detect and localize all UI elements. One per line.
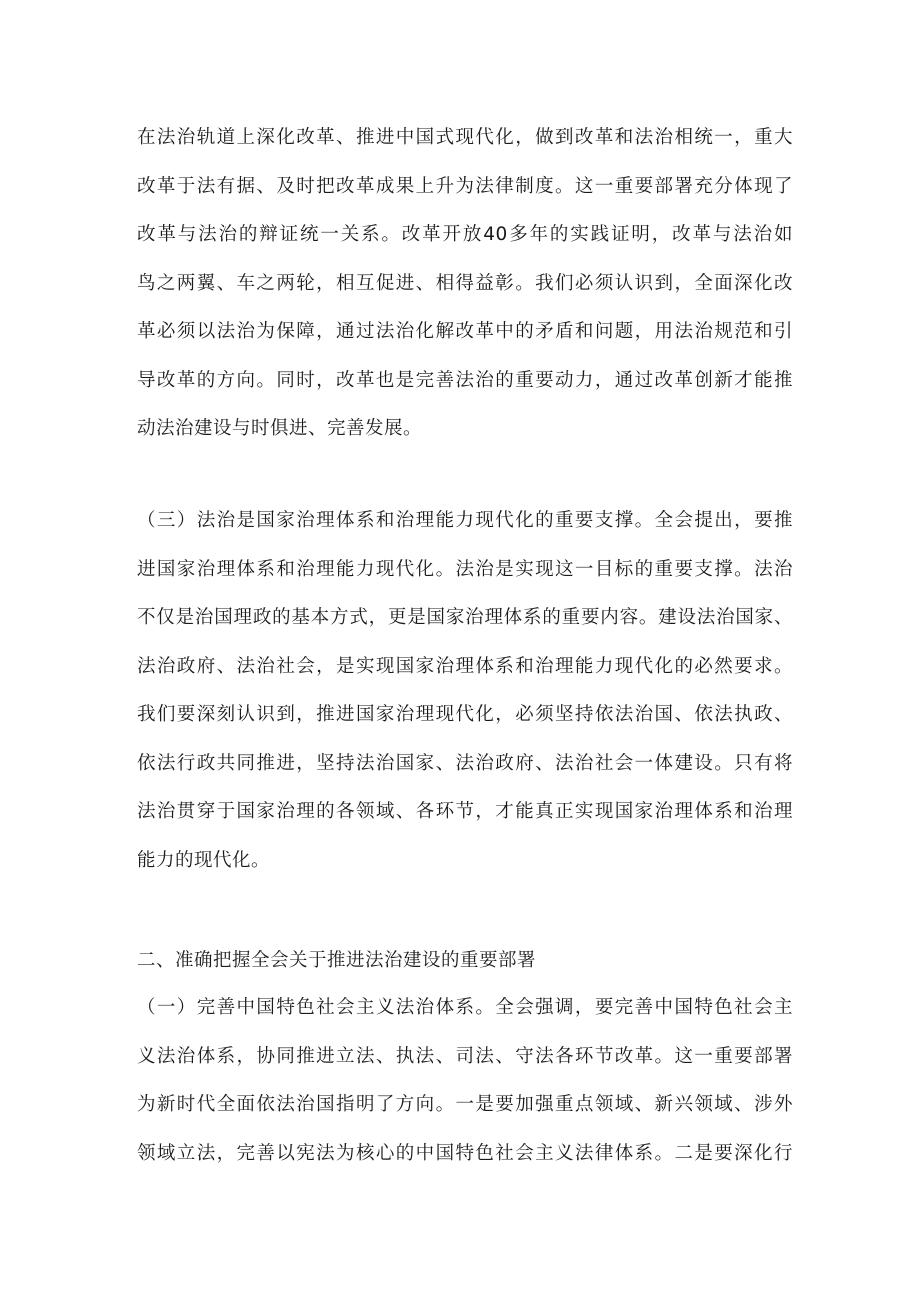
- text-line: 我们要深刻认识到，推进国家治理现代化，必须坚持依法治国、依法执政、: [137, 704, 793, 725]
- text-line: 依法行政共同推进，坚持法治国家、法治政府、法治社会一体建设。只有将: [137, 752, 793, 774]
- text-line: 革必须以法治为保障，通过法治化解改革中的矛盾和问题，用法治规范和引: [137, 321, 793, 342]
- text-line: （三）法治是国家治理体系和治理能力现代化的重要支撑。全会提出，要推: [137, 510, 793, 531]
- heading-line: 二、准确把握全会关于推进法治建设的重要部署: [137, 950, 537, 971]
- text-line: 鸟之两翼、车之两轮，相互促进、相得益彰。我们必须认识到，全面深化改: [137, 272, 793, 294]
- text-line: 改革于法有据、及时把改革成果上升为法律制度。这一重要部署充分体现了: [137, 175, 793, 197]
- text-line: 动法治建设与时俱进、完善发展。: [137, 418, 423, 439]
- paragraph-reform-and-rule-of-law: [137, 114, 793, 454]
- text-line: 义法治体系，协同推进立法、执法、司法、守法各环节改革。这一重要部署: [137, 1045, 793, 1067]
- paragraph-section-one: [137, 984, 793, 1178]
- text-line: 进国家治理体系和治理能力现代化。法治是实现这一目标的重要支撑。法治: [137, 558, 793, 580]
- text-line: 领域立法，完善以宪法为核心的中国特色社会主义法律体系。二是要深化行: [137, 1142, 793, 1164]
- paragraph-section-three: [137, 497, 793, 885]
- text-line: 在法治轨道上深化改革、推进中国式现代化，做到改革和法治相统一，重大: [137, 127, 793, 148]
- section-heading: [137, 937, 793, 986]
- text-line: 能力的现代化。: [137, 849, 271, 871]
- text-line: 为新时代全面依法治国指明了方向。一是要加强重点领域、新兴领域、涉外: [137, 1094, 793, 1115]
- text-line: 导改革的方向。同时，改革也是完善法治的重要动力，通过改革创新才能推: [137, 369, 793, 391]
- text-line: 法治政府、法治社会，是实现国家治理体系和治理能力现代化的必然要求。: [137, 655, 793, 677]
- text-line: 法治贯穿于国家治理的各领域、各环节，才能真正实现国家治理体系和治理: [137, 801, 793, 822]
- text-line: （一）完善中国特色社会主义法治体系。全会强调，要完善中国特色社会主: [137, 997, 793, 1018]
- text-line: 不仅是治国理政的基本方式，更是国家治理体系的重要内容。建设法治国家、: [137, 607, 793, 628]
- text-line: 改革与法治的辩证统一关系。改革开放40多年的实践证明，改革与法治如: [137, 224, 793, 245]
